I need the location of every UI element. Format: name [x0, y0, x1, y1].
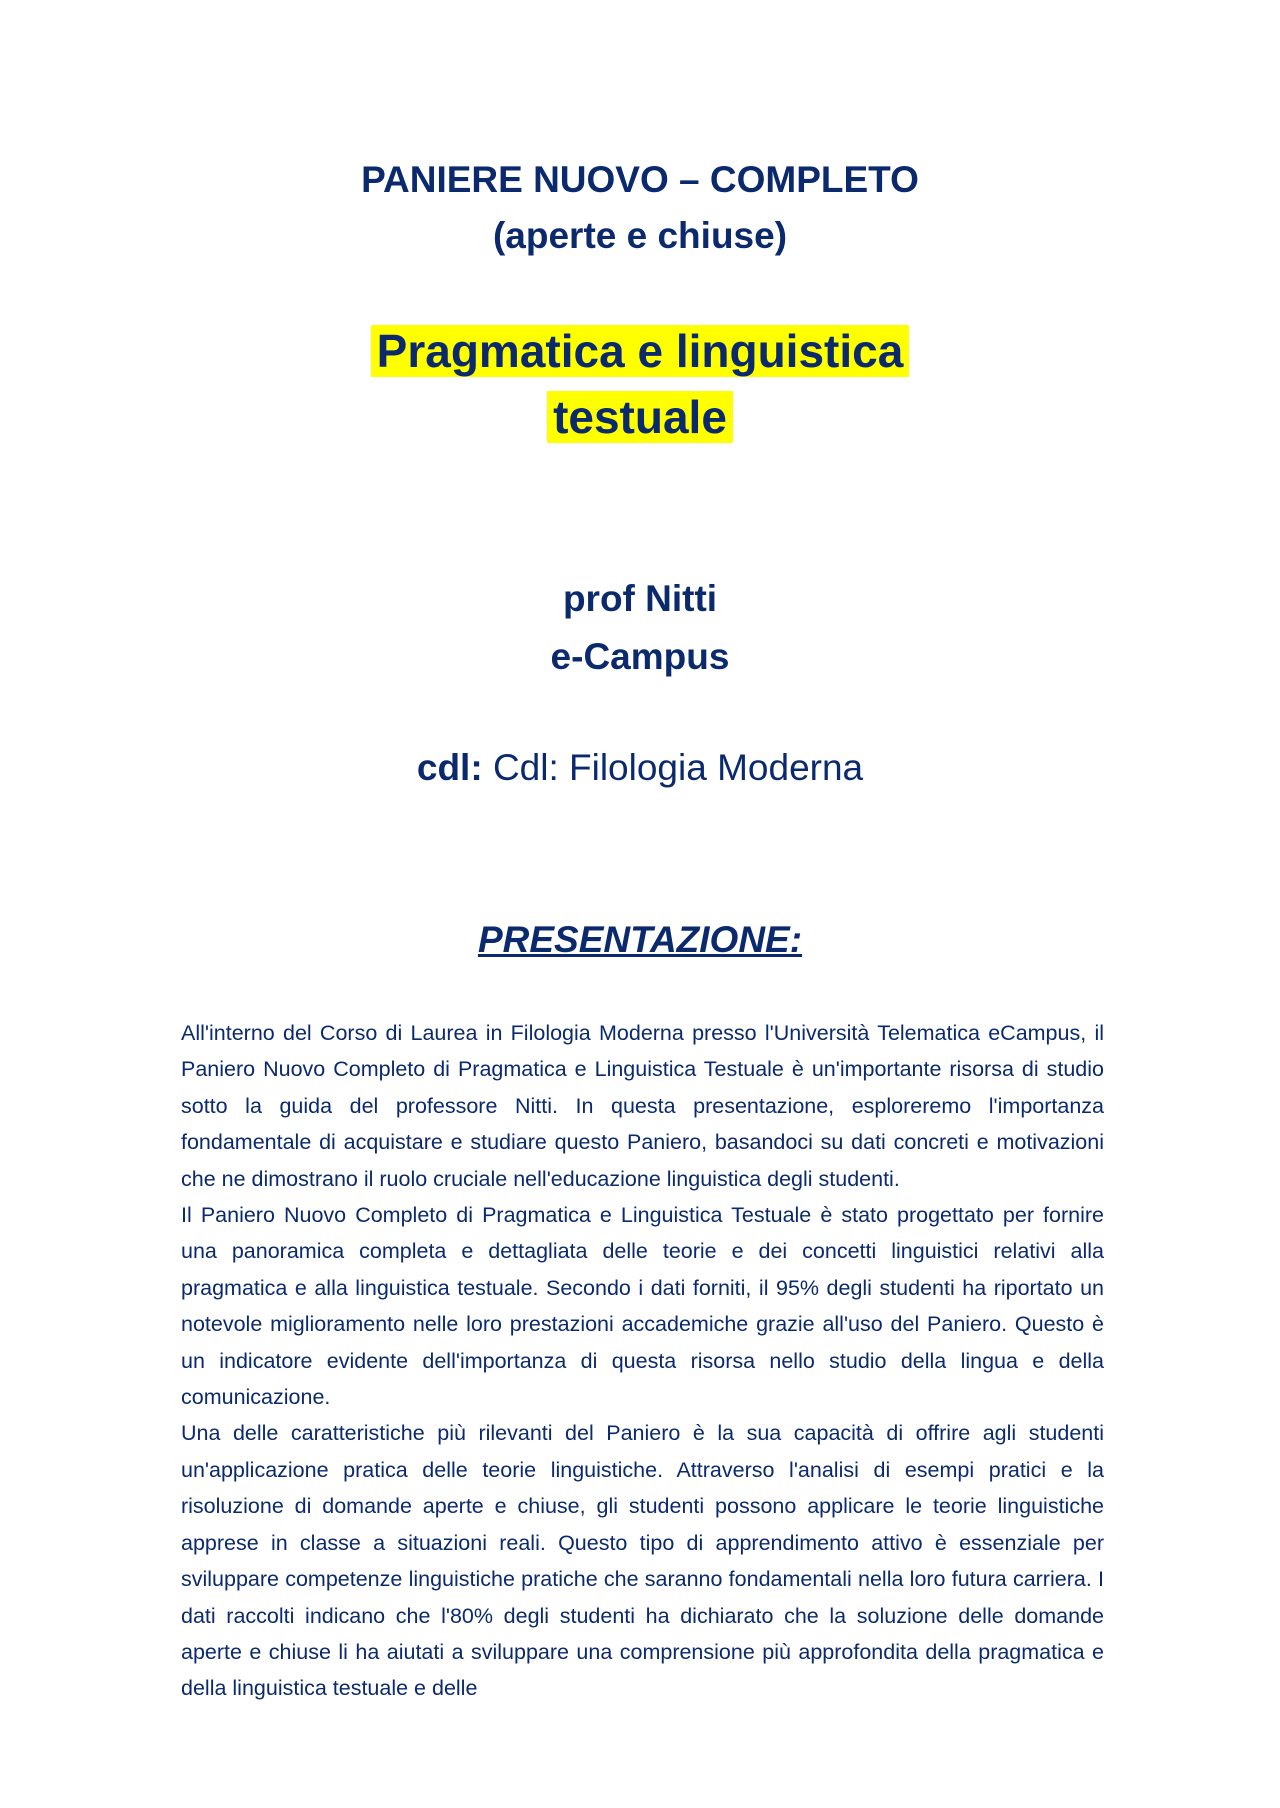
course-value: Cdl: Filologia Moderna [492, 747, 864, 788]
university-name: e-Campus [550, 636, 730, 677]
title-line-1: PANIERE NUOVO – COMPLETO [361, 159, 919, 200]
paragraph: All'interno del Corso di Laurea in Filologia Moderna presso l'Università Telematica eCampus, il Paniero Nuovo Completo di Pragmatica e Linguistica Testuale è un'importante risorsa di studio sotto la guida del professore Nitti. In questa presentazione, esploreremo l'importanza fondamentale di acquistare e studiare questo Paniero, basandoci su dati concreti e motivazioni che ne dimostrano il ruolo cruciale nell'educazione linguistica degli studenti. [181, 1021, 1104, 1191]
paragraph: Una delle caratteristiche più rilevanti del Paniero è la sua capacità di offrire agli studenti un'applicazione pratica delle teorie linguistiche. Attraverso l'analisi di esempi pratici e la risoluzione di domande aperte e chiuse, gli studenti possono applicare le teorie linguistiche apprese in classe a situazioni reali. Questo tipo di apprendimento attivo è essenziale per sviluppare competenze linguistiche pratiche che saranno fondamentali nella loro futura carriera. I dati raccolti indicano che l'80% degli studenti ha dichiarato che la soluzione delle domande aperte e chiuse li ha aiutati a sviluppare una comprensione più approfondita della pragmatica e della linguistica testuale e delle [181, 1421, 1104, 1701]
subject-line-1: Pragmatica e linguistica [371, 325, 910, 377]
document-title [0, 152, 1280, 264]
presentation-body [181, 1015, 1104, 1707]
course-line [0, 740, 1280, 796]
subject-line-2: testuale [547, 391, 733, 443]
author-block [0, 570, 1280, 686]
title-line-2: (aperte e chiuse) [492, 215, 788, 256]
presentation-heading: PRESENTAZIONE: [477, 919, 803, 960]
course-label: cdl: [416, 747, 483, 788]
professor-name: prof Nitti [562, 578, 718, 619]
paragraph: Il Paniero Nuovo Completo di Pragmatica e Linguistica Testuale è stato progettato per fornire una panoramica completa e dettagliata delle teorie e dei concetti linguistici relativi alla pragmatica e alla linguistica testuale. Secondo i dati forniti, il 95% degli studenti ha riportato un notevole miglioramento nelle loro prestazioni accademiche grazie all'uso del Paniero. Questo è un indicatore evidente dell'importanza di questa risorsa nello studio della lingua e della comunicazione. [181, 1203, 1104, 1410]
subject-title [0, 318, 1280, 450]
